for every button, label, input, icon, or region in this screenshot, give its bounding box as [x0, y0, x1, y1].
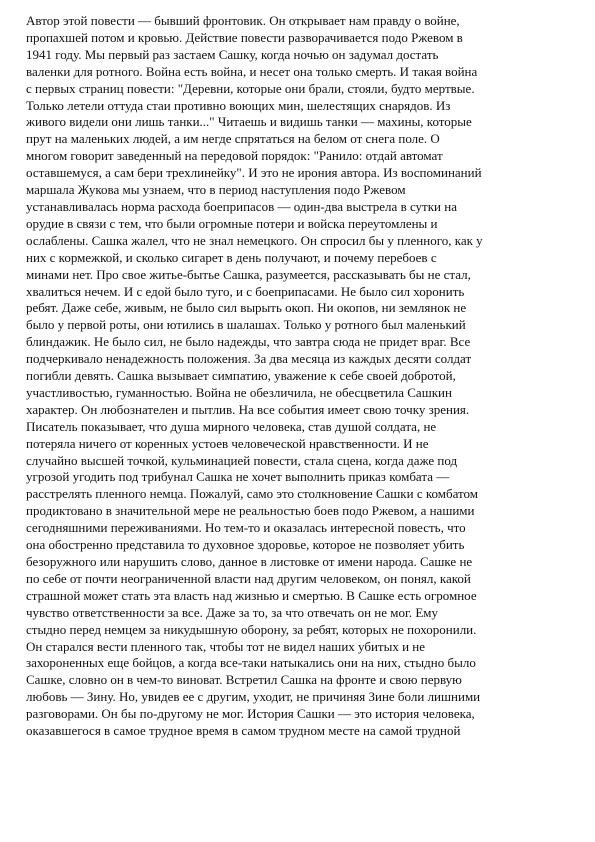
- text-line: подчеркивало ненадежность положения. За два месяца из каждых десяти солдат: [26, 351, 472, 367]
- text-line: орудие в связи с тем, что были огромные потери и войска переутомлены и: [26, 215, 438, 231]
- text-line: многом говорит заведенный на передовой порядок: "Ранило: отдай автомат: [26, 148, 443, 164]
- text-line: маршала Жукова мы узнаем, что в период наступления подо Ржевом: [26, 182, 406, 198]
- text-line: страшной может стать эта власть над жизнью и смертью. В Сашке есть огромное: [26, 587, 477, 603]
- text-line: было у первой роты, они ютились в шалашах. Только у ротного был маленький: [26, 317, 466, 333]
- text-line: случайно высшей точкой, кульминацией повести, стала сцена, когда даже под: [26, 452, 458, 468]
- text-line: захороненных еще бойцов, а когда все-таки натыкались они на них, стыдно было: [26, 655, 476, 671]
- text-line: Автор этой повести — бывший фронтовик. Он открывает нам правду о войне,: [26, 13, 460, 28]
- text-line: разговорами. Он бы по-другому не мог. История Сашки — это история человека,: [26, 706, 475, 722]
- text-line: Он старался вести пленного так, чтобы тот не видел наших убитых и не: [26, 638, 426, 654]
- essay-text: [26, 13, 571, 740]
- text-line: оказавшегося в самое трудное время в самом трудном месте на самой трудной: [26, 723, 461, 739]
- document-page: [26, 13, 571, 740]
- text-line: пропахшей потом и кровью. Действие повести разворачивается подо Ржевом в: [26, 29, 463, 45]
- text-line: любовь — Зину. Но, увидев ее с другим, уходит, не причиняя Зине боли лишними: [26, 689, 481, 705]
- text-line: погибли девять. Сашка вызывает симпатию, уважение к себе своей добротой,: [26, 368, 456, 384]
- text-line: них с кормежкой, и сколько сигарет в день получают, и почему перебоев с: [26, 249, 437, 265]
- text-line: ребят. Даже себе, живым, не было сил вырыть окоп. Ни окопов, ни землянок не: [26, 300, 467, 316]
- text-line: с первых страниц повести: "Деревни, которые они брали, стояли, будто мертвые.: [26, 80, 475, 96]
- text-line: угрозой угодить под трибунал Сашка не хочет выполнить приказ комбата —: [26, 469, 450, 485]
- text-line: продиктовано в значительной мере не реальностью боев подо Ржевом, а нашими: [26, 503, 475, 519]
- text-line: прут на маленьких людей, а им негде спрятаться на белом от снега поле. О: [26, 131, 440, 147]
- text-line: потеряла ничего от коренных устоев человеческой нравственности. И не: [26, 435, 429, 451]
- text-line: участливостью, гуманностью. Война не обезличила, не обесцветила Сашкин: [26, 384, 452, 400]
- text-line: хвалиться нечем. И с едой было туго, и с боеприпасами. Не было сил хоронить: [26, 283, 465, 299]
- text-line: характер. Он любознателен и пытлив. На все события имеет свою точку зрения.: [26, 401, 470, 417]
- text-line: 1941 году. Мы первый раз застаем Сашку, когда ночью он задумал достать: [26, 46, 439, 62]
- text-line: сегодняшними переживаниями. Но тем-то и оказалась интересной повесть, что: [26, 520, 466, 536]
- text-line: Только летели оттуда стаи противно воющих мин, шелестящих снарядов. Из: [26, 97, 451, 113]
- text-line: безоружного или нарушить слово, данное в листовке от имени народа. Сашке не: [26, 554, 473, 569]
- text-line: минами нет. Про свое житье-бытье Сашка, разумеется, рассказывать бы не стал,: [26, 266, 471, 282]
- text-line: она обостренно представила то духовное здоровье, которое не позволяет убить: [26, 537, 465, 553]
- text-line: Писатель показывает, что душа мирного человека, став душой солдата, не: [26, 418, 437, 434]
- text-line: живого видели они лишь танки..." Читаешь и видишь танки — махины, которые: [26, 114, 472, 130]
- text-line: валенки для ротного. Война есть война, и несет она только смерть. И такая война: [26, 63, 478, 79]
- text-line: блиндажик. Не было сил, не было надежды, что завтра сюда не придет враг. Все: [26, 334, 471, 350]
- text-line: устанавливалась норма расхода боеприпасов — один-два выстрела в сутки на: [26, 198, 457, 214]
- text-line: по себе от почти неограниченной власти над другим человеком, он понял, какой: [26, 570, 471, 586]
- text-line: расстрелять пленного немца. Пожалуй, само это столкновение Сашки с комбатом: [26, 486, 479, 502]
- text-line: стыдно перед немцем за никудышную оборону, за ребят, которых не похоронили.: [26, 621, 477, 637]
- text-line: оставшемуся, а сам бери трехлинейку". И это не ирония автора. Из воспоминаний: [26, 165, 482, 181]
- text-line: Сашке, словно он в чем-то виноват. Встретил Сашка на фронте и свою первую: [26, 672, 462, 688]
- text-line: ослаблены. Сашка жалел, что не знал немецкого. Он спросил бы у пленного, как у: [26, 232, 483, 248]
- text-line: чувство ответственности за все. Даже за то, за что отвечать он не мог. Ему: [26, 604, 439, 620]
